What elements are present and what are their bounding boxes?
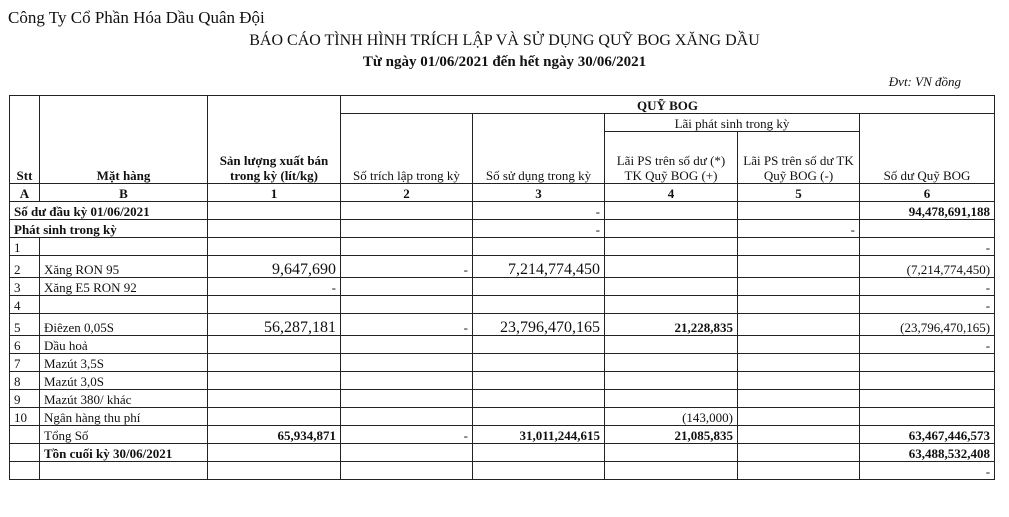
col-lai-tru: Lãi PS trên số dư TK Quỹ BOG (-) <box>738 132 860 184</box>
cell-alloc: - <box>341 256 473 278</box>
table-row <box>10 256 995 278</box>
report-title: BÁO CÁO TÌNH HÌNH TRÍCH LẬP VÀ SỬ DỤNG QUỸ BOG XĂNG DẦU <box>249 32 760 49</box>
col-so-du: Số dư Quỹ BOG <box>860 114 995 184</box>
col-lai-ps: Lãi phát sinh trong kỳ <box>605 114 860 132</box>
cell-label: Mazút 3,0S <box>40 372 208 390</box>
cell-qty: 9,647,690 <box>208 256 341 278</box>
cell-balance: - <box>860 336 995 354</box>
col-trich-lap: Số trích lập trong kỳ <box>341 114 473 184</box>
cell-balance: - <box>860 278 995 296</box>
cell-used: - <box>473 220 605 238</box>
code-2: 2 <box>341 184 473 202</box>
cell-balance: - <box>860 238 995 256</box>
cell-label: Mazút 380/ khác <box>40 390 208 408</box>
code-b: B <box>40 184 208 202</box>
table-row <box>10 372 995 390</box>
cell-label: Tổng Số <box>40 426 208 444</box>
cell-stt: 7 <box>10 354 40 372</box>
table-row <box>10 314 995 336</box>
cell-qty: - <box>208 278 341 296</box>
code-6: 6 <box>860 184 995 202</box>
code-3: 3 <box>473 184 605 202</box>
table-row <box>10 220 995 238</box>
code-1: 1 <box>208 184 341 202</box>
closing-row <box>10 444 995 462</box>
cell-stt: 9 <box>10 390 40 408</box>
table-row <box>10 354 995 372</box>
cell-alloc: - <box>341 314 473 336</box>
col-lai-cong: Lãi PS trên số dư (*) TK Quỹ BOG (+) <box>605 132 738 184</box>
cell-plus: 21,085,835 <box>605 426 738 444</box>
cell-balance: (7,214,774,450) <box>860 256 995 278</box>
cell-used: 7,214,774,450 <box>473 256 605 278</box>
code-5: 5 <box>738 184 860 202</box>
cell-stt: 6 <box>10 336 40 354</box>
col-mat-hang: Mặt hàng <box>40 96 208 184</box>
cell-used: 23,796,470,165 <box>473 314 605 336</box>
cell-plus: (143,000) <box>605 408 738 426</box>
cell-balance: 63,467,446,573 <box>860 426 995 444</box>
cell-qty: 65,934,871 <box>208 426 341 444</box>
cell-label: Dầu hoả <box>40 336 208 354</box>
cell-stt: 10 <box>10 408 40 426</box>
cell-used: - <box>473 202 605 220</box>
cell-balance: - <box>860 296 995 314</box>
row-label: Số dư đầu kỳ 01/06/2021 <box>10 202 208 220</box>
cell-qty: 56,287,181 <box>208 314 341 336</box>
cell-stt: 3 <box>10 278 40 296</box>
company-name: Công Ty Cổ Phần Hóa Dầu Quân Đội <box>8 8 265 27</box>
cell-used: 31,011,244,615 <box>473 426 605 444</box>
cell-label: Xăng RON 95 <box>40 256 208 278</box>
cell-alloc: - <box>341 426 473 444</box>
cell-stt: 4 <box>10 296 40 314</box>
cell-balance: 94,478,691,188 <box>860 202 995 220</box>
cell-balance: - <box>860 462 995 480</box>
col-stt: Stt <box>10 96 40 184</box>
cell-balance: 63,488,532,408 <box>860 444 995 462</box>
report-period: Từ ngày 01/06/2021 đến hết ngày 30/06/2021 <box>362 54 647 70</box>
cell-stt: 8 <box>10 372 40 390</box>
code-a: A <box>10 184 40 202</box>
table-row <box>10 462 995 480</box>
code-row <box>10 184 995 202</box>
cell-stt: 2 <box>10 256 40 278</box>
col-san-luong: Sản lượng xuất bán trong kỳ (lít/kg) <box>208 96 341 184</box>
table-row <box>10 238 995 256</box>
table-row <box>10 408 995 426</box>
cell-label: Ngân hàng thu phí <box>40 408 208 426</box>
cell-minus: - <box>738 220 860 238</box>
table-row <box>10 278 995 296</box>
currency-unit: Đvt: VN đồng <box>888 74 961 89</box>
cell-label: Điêzen 0,05S <box>40 314 208 336</box>
cell-plus: 21,228,835 <box>605 314 738 336</box>
cell-balance: (23,796,470,165) <box>860 314 995 336</box>
cell-label: Xăng E5 RON 92 <box>40 278 208 296</box>
row-label: Phát sinh trong kỳ <box>10 220 208 238</box>
code-4: 4 <box>605 184 738 202</box>
table-row <box>10 296 995 314</box>
table-row <box>10 202 995 220</box>
cell-label: Tồn cuối kỳ 30/06/2021 <box>40 444 208 462</box>
cell-stt: 1 <box>10 238 40 256</box>
total-row <box>10 426 995 444</box>
bog-fund-table <box>9 95 995 480</box>
table-row <box>10 336 995 354</box>
cell-label: Mazút 3,5S <box>40 354 208 372</box>
cell-stt: 5 <box>10 314 40 336</box>
col-su-dung: Số sử dụng trong kỳ <box>473 114 605 184</box>
col-quy-bog: QUỸ BOG <box>341 96 995 114</box>
table-row <box>10 390 995 408</box>
